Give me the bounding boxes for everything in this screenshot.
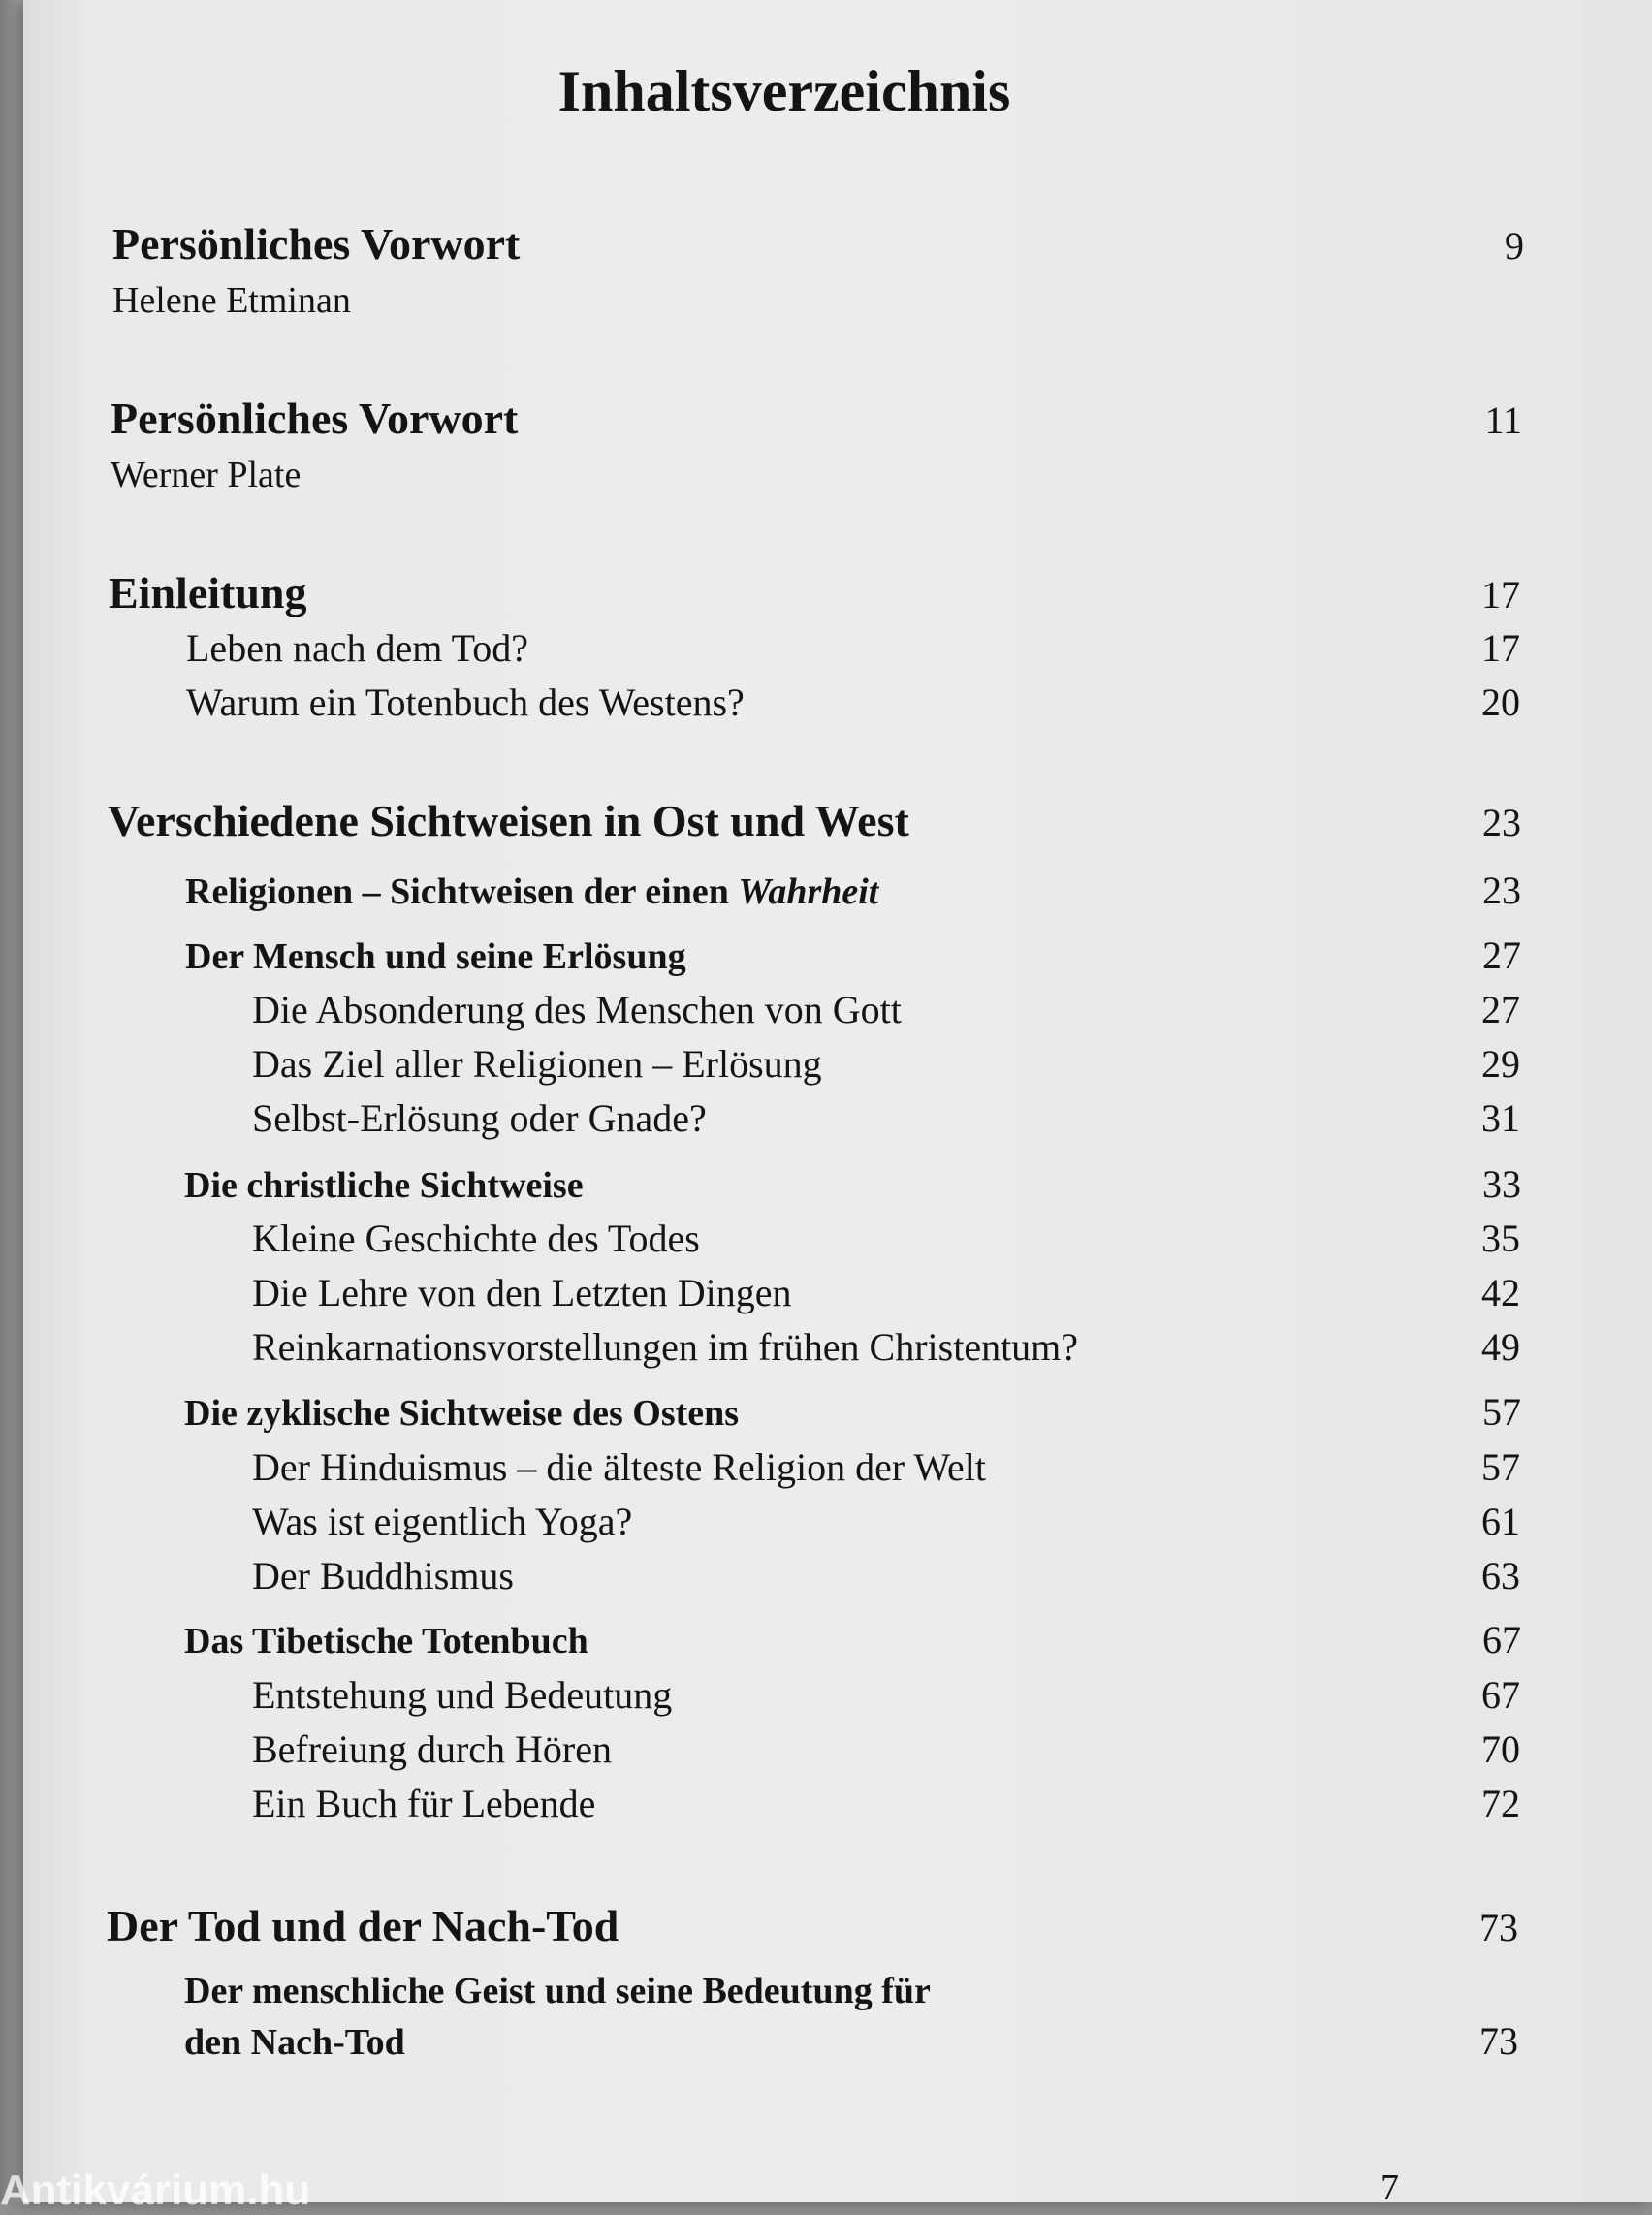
toc-author: Werner Plate [111,455,302,495]
toc-entry-section: Der menschliche Geist und seine Bedeutung für [184,1971,931,2011]
toc-author: Helene Etminan [112,280,351,321]
toc-entry-sub: Die Lehre von den Letzten Dingen 42 [252,1271,1520,1314]
book-page [23,0,1652,2208]
toc-entry-section: Die zyklische Sichtweise des Ostens 57 [184,1390,1521,1434]
toc-entry-chapter: Einleitung 17 [109,568,1520,617]
page-number: 7 [1381,2168,1399,2208]
toc-entry-section: Der Mensch und seine Erlösung 27 [185,933,1521,977]
toc-entry-chapter: Der Tod und der Nach-Tod 73 [107,1901,1518,1950]
toc-entry-sub: Was ist eigentlich Yoga? 61 [252,1500,1520,1543]
toc-entry-chapter: Persönliches Vorwort 9 [112,219,1524,269]
toc-entry-sub: Die Absonderung des Menschen von Gott 27 [252,988,1520,1031]
toc-entry-sub: Leben nach dem Tod? 17 [186,626,1520,670]
page-title: Inhaltsverzeichnis [557,59,1011,123]
toc-entry-section: Die christliche Sichtweise 33 [184,1162,1521,1206]
toc-entry-chapter: Persönliches Vorwort 11 [111,394,1522,443]
toc-entry-section: Religionen – Sichtweisen der einen Wahrheit 23 [185,869,1521,912]
toc-entry-sub: Der Hinduismus – die älteste Religion der Welt 57 [252,1445,1520,1489]
page-edge [0,0,23,2202]
toc-entry-sub: Kleine Geschichte des Todes 35 [252,1217,1520,1260]
toc-entry-sub: Entstehung und Bedeutung 67 [252,1673,1520,1717]
toc-entry-section: Das Tibetische Totenbuch 67 [184,1618,1521,1661]
toc-entry-chapter: Verschiedene Sichtweisen in Ost und West 23 [108,796,1521,845]
toc-entry-sub: Befreiung durch Hören 70 [252,1727,1520,1771]
toc-entry-sub: Reinkarnationsvorstellungen im frühen Christentum? 49 [252,1325,1520,1369]
toc-entry-sub: Ein Buch für Lebende 72 [252,1782,1520,1825]
toc-entry-sub: Selbst-Erlösung oder Gnade? 31 [252,1096,1520,1140]
watermark: Antikvárium.hu [0,2167,311,2214]
toc-entry-sub: Warum ein Totenbuch des Westens? 20 [186,680,1520,724]
toc-entry-sub: Das Ziel aller Religionen – Erlösung 29 [252,1042,1520,1086]
toc-entry-sub: Der Buddhismus 63 [252,1554,1520,1598]
toc-entry-section: den Nach-Tod 73 [184,2019,1518,2063]
